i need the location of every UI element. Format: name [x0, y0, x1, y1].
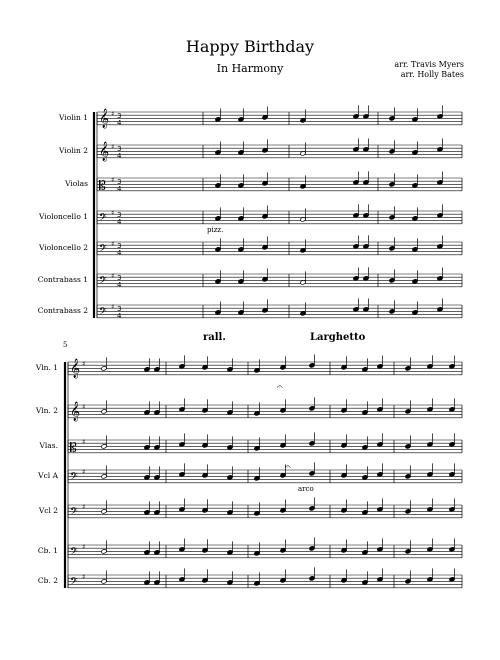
clef-glyph: 𝄢 — [99, 305, 107, 320]
key-signature-sharp: ♯ — [82, 543, 86, 551]
arranger-credit: arr. Travis Myers — [394, 60, 464, 69]
key-signature-sharp: ♯ — [82, 403, 86, 411]
time-signature-denominator: 4 — [117, 249, 122, 257]
key-signature-sharp: ♯ — [111, 176, 115, 184]
instrument-label: Vlas. — [39, 441, 58, 450]
clef-glyph: 𝄢 — [99, 211, 107, 226]
score-title: Happy Birthday — [185, 37, 315, 56]
time-signature-numerator: 3 — [117, 211, 122, 219]
instrument-label: Violin 1 — [59, 113, 88, 122]
time-signature-numerator: 3 — [117, 145, 122, 153]
key-signature-sharp: ♯ — [82, 468, 86, 476]
time-signature-denominator: 4 — [117, 312, 122, 320]
key-signature-sharp: ♯ — [82, 438, 86, 446]
pizz-marking: pizz. — [207, 226, 224, 234]
time-signature-denominator: 4 — [117, 185, 122, 193]
key-signature-sharp: ♯ — [82, 503, 86, 511]
instrument-label: Violoncello 1 — [38, 212, 88, 221]
key-signature-sharp: ♯ — [111, 240, 115, 248]
key-signature-sharp: ♯ — [111, 303, 115, 311]
time-signature-numerator: 3 — [117, 305, 122, 313]
clef-glyph: 𝄢 — [99, 242, 107, 257]
instrument-label: Vcl 2 — [38, 506, 58, 515]
instrument-label: Cb. 2 — [37, 576, 58, 585]
tempo-mark-rall: rall. — [203, 332, 226, 343]
time-signature-denominator: 4 — [117, 119, 122, 127]
clef-glyph: 𝄢 — [70, 505, 78, 520]
tempo-mark-larghetto: Larghetto — [310, 332, 366, 343]
instrument-label: Contrabass 2 — [37, 306, 88, 315]
clef-glyph: 𝄡 — [99, 178, 106, 193]
clef-glyph: 𝄢 — [70, 470, 78, 485]
clef-glyph: 𝄞 — [99, 141, 110, 162]
instrument-label: Violin 2 — [59, 146, 88, 155]
instrument-label: Violas — [65, 179, 88, 188]
clef-glyph: 𝄢 — [99, 274, 107, 289]
time-signature-denominator: 4 — [117, 281, 122, 289]
instrument-label: Vcl A — [38, 471, 58, 480]
key-signature-sharp: ♯ — [111, 209, 115, 217]
key-signature-sharp: ♯ — [111, 110, 115, 118]
time-signature-numerator: 3 — [117, 274, 122, 282]
clef-glyph: 𝄢 — [70, 545, 78, 560]
score-subtitle: In Harmony — [216, 62, 284, 75]
instrument-label: Vln. 2 — [35, 406, 58, 415]
time-signature-numerator: 3 — [117, 178, 122, 186]
arranger-credit: arr. Holly Bates — [400, 70, 464, 79]
instrument-label: Vln. 1 — [35, 363, 58, 372]
instrument-label: Violoncello 2 — [38, 243, 88, 252]
time-signature-denominator: 4 — [117, 152, 122, 160]
fermata-glyph: 𝄐 — [285, 462, 291, 473]
key-signature-sharp: ♯ — [111, 143, 115, 151]
clef-glyph: 𝄞 — [70, 401, 81, 422]
instrument-label: Cb. 1 — [37, 546, 58, 555]
fermata-glyph: 𝄐 — [277, 382, 283, 393]
measure-number: 5 — [63, 341, 68, 349]
key-signature-sharp: ♯ — [82, 360, 86, 368]
clef-glyph: 𝄞 — [99, 108, 110, 129]
clef-glyph: 𝄞 — [70, 358, 81, 379]
clef-glyph: 𝄡 — [70, 440, 77, 455]
clef-glyph: 𝄢 — [70, 575, 78, 590]
instrument-label: Contrabass 1 — [37, 275, 88, 284]
time-signature-numerator: 3 — [117, 242, 122, 250]
key-signature-sharp: ♯ — [111, 272, 115, 280]
key-signature-sharp: ♯ — [82, 573, 86, 581]
time-signature-numerator: 3 — [117, 112, 122, 120]
arco-marking: arco — [298, 485, 314, 493]
time-signature-denominator: 4 — [117, 218, 122, 226]
